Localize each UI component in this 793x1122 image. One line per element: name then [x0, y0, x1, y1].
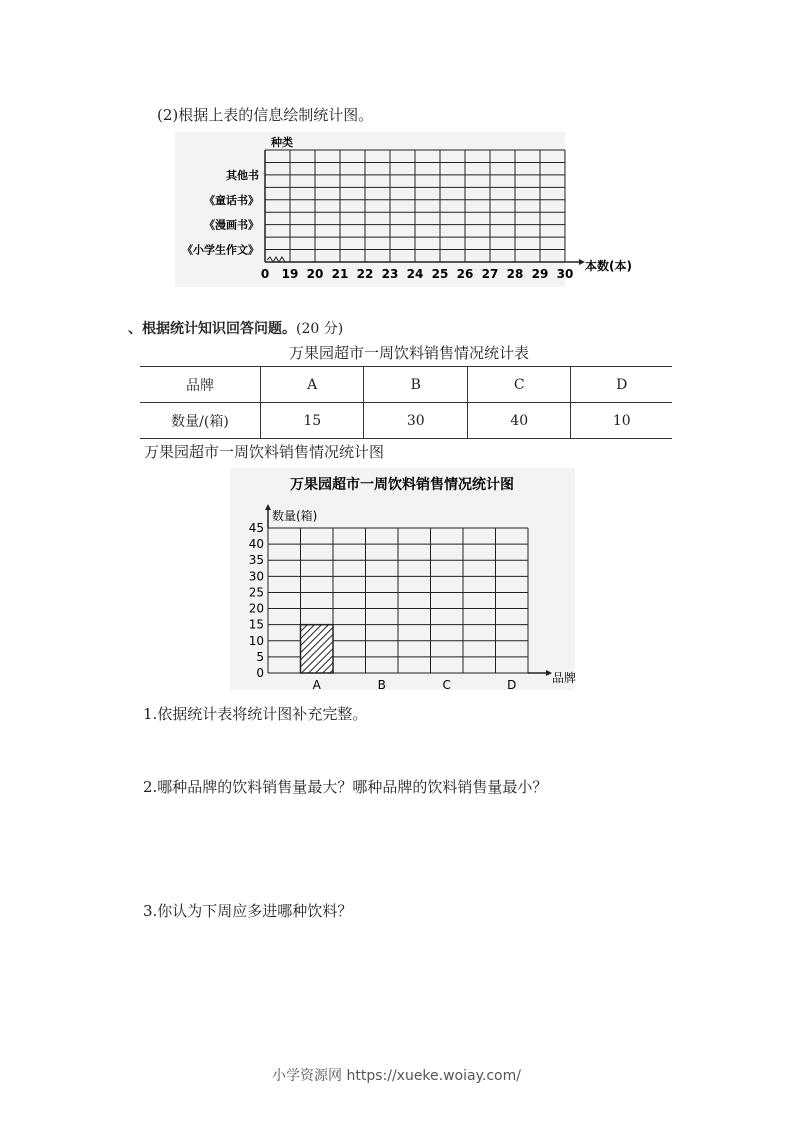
- sales-chart-category: D: [507, 678, 517, 692]
- book-chart-x-tick: 26: [456, 267, 474, 281]
- book-chart-category: 《小学生作文》: [182, 243, 259, 257]
- chart-caption: 万果园超市一周饮料销售情况统计图: [144, 443, 385, 461]
- sales-chart-y-tick: 20: [248, 601, 264, 616]
- book-chart-category: 其他书: [226, 168, 259, 182]
- sales-chart-y-tick: 35: [248, 553, 264, 568]
- book-chart-ylabel: 种类: [271, 136, 293, 149]
- book-chart-x-tick: 28: [506, 267, 524, 281]
- book-chart-x-tick: 20: [306, 267, 324, 281]
- question-2: 2.哪种品牌的饮料销售量最大？哪种品牌的饮料销售量最小？: [143, 778, 548, 796]
- book-chart-x-tick: 25: [431, 267, 449, 281]
- section-heading: [128, 318, 343, 338]
- book-chart-x-tick: 21: [331, 267, 349, 281]
- book-chart: [175, 132, 645, 287]
- table-qty-c: 40: [467, 403, 570, 439]
- section-heading-text: 、根据统计知识回答问题。: [128, 321, 296, 337]
- book-chart-x-tick: 24: [406, 267, 424, 281]
- sales-chart-category: C: [442, 678, 451, 692]
- part2-heading: (2)根据上表的信息绘制统计图。: [157, 106, 374, 124]
- sales-chart-category: B: [377, 678, 386, 692]
- table-header-row: [140, 367, 672, 403]
- table-row-label: 数量/(箱): [140, 403, 261, 439]
- sales-chart-bars: [301, 625, 334, 673]
- sales-chart-title: 万果园超市一周饮料销售情况统计图: [290, 477, 514, 493]
- book-chart-background: [175, 132, 565, 287]
- sales-table: [140, 366, 672, 439]
- table-brand-a: A: [261, 367, 364, 403]
- sales-chart-y-tick: 15: [248, 617, 264, 632]
- book-chart-x-tick: 22: [356, 267, 374, 281]
- sales-chart-y-tick: 45: [248, 521, 264, 535]
- book-chart-x-tick: 23: [381, 267, 399, 281]
- book-chart-x-tick: 19: [281, 267, 299, 281]
- sales-chart-y-tick: 5: [256, 649, 264, 664]
- table-title: 万果园超市一周饮料销售情况统计表: [289, 344, 530, 362]
- book-chart-category: 《漫画书》: [204, 218, 259, 232]
- table-brand-b: B: [364, 367, 467, 403]
- table-brand-c: C: [467, 367, 570, 403]
- table-header-label: 品牌: [140, 367, 261, 403]
- sales-chart-bar-a: [301, 625, 334, 673]
- book-chart-xlabel: 本数(本): [585, 259, 632, 273]
- sales-chart-y-tick: 40: [248, 537, 264, 552]
- book-chart-category: 《童话书》: [204, 193, 259, 207]
- section-score: (20 分): [296, 321, 344, 337]
- question-3: 3.你认为下周应多进哪种饮料？: [143, 902, 353, 920]
- table-quantity-row: [140, 403, 672, 439]
- book-chart-x-tick: 30: [556, 267, 574, 281]
- table-qty-a: 15: [261, 403, 364, 439]
- sales-chart-xlabel: 品牌: [552, 671, 577, 685]
- table-brand-d: D: [571, 367, 672, 403]
- table-qty-d: 10: [571, 403, 672, 439]
- book-chart-x-tick: 27: [481, 267, 499, 281]
- sales-chart-category: A: [312, 678, 321, 692]
- sales-chart-y-tick: 25: [248, 585, 264, 600]
- sales-chart-y-tick: 0: [256, 666, 264, 680]
- sales-chart-y-tick: 10: [248, 633, 264, 648]
- question-1: 1.依据统计表将统计图补充完整。: [143, 705, 368, 723]
- sales-chart: [230, 468, 590, 693]
- book-chart-x-tick: 29: [531, 267, 549, 281]
- footer-watermark: 小学资源网 https://xueke.woiay.com/: [272, 1068, 521, 1084]
- table-qty-b: 30: [364, 403, 467, 439]
- book-chart-x-tick: 0: [260, 267, 270, 281]
- sales-chart-ylabel: 数量(箱): [272, 509, 318, 523]
- sales-chart-y-tick: 30: [248, 569, 264, 584]
